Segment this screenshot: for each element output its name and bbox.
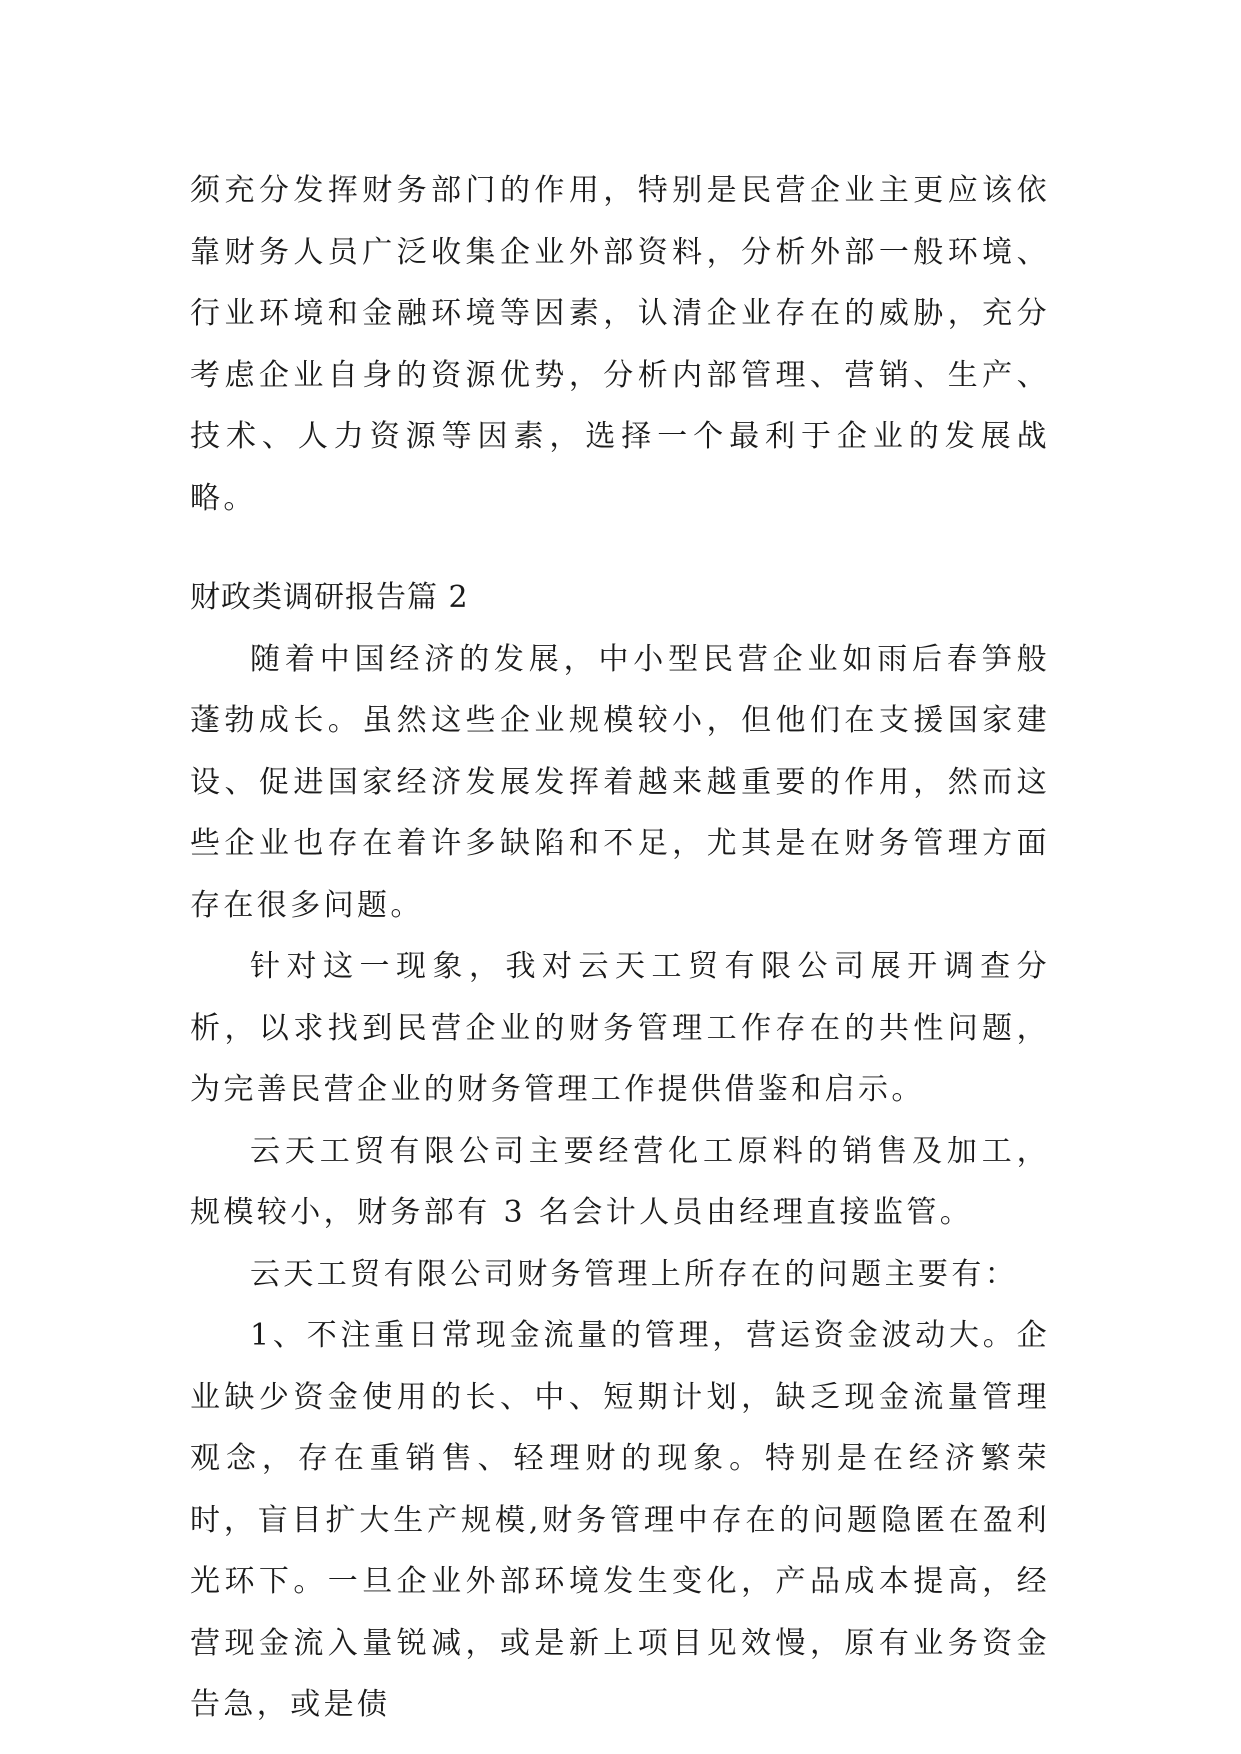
paragraph: 云天工贸有限公司主要经营化工原料的销售及加工，规模较小，财务部有 3 名会计人员由经理直接监管。	[190, 1133, 1050, 1230]
paragraph: 1、不注重日常现金流量的管理，营运资金波动大。企业缺少资金使用的长、中、短期计划，缺乏现金流量管理观念，存在重销售、轻理财的现象。特别是在经济繁荣时，盲目扩大生产规模,财务管理中存在的问题隐匿在盈利光环下。一旦企业外部环境发生变化，产品成本提高，经营现金流入量锐减，或是新上项目见效慢，原有业务资金告急，或是债	[190, 1318, 1050, 1722]
document-body	[190, 160, 1050, 1736]
paragraph: 针对这一现象，我对云天工贸有限公司展开调查分析，以求找到民营企业的财务管理工作存在的共性问题，为完善民营企业的财务管理工作提供借鉴和启示。	[190, 949, 1050, 1107]
paragraph: 云天工贸有限公司财务管理上所存在的问题主要有：	[250, 1256, 1019, 1292]
paragraph-continued: 须充分发挥财务部门的作用，特别是民营企业主更应该依靠财务人员广泛收集企业外部资料，分析外部一般环境、行业环境和金融环境等因素，认清企业存在的威胁，充分考虑企业自身的资源优势，分析内部管理、营销、生产、技术、人力资源等因素，选择一个最利于企业的发展战略。	[190, 173, 1050, 516]
section-title: 财政类调研报告篇 2	[190, 580, 469, 615]
paragraph: 随着中国经济的发展，中小型民营企业如雨后春笋般蓬勃成长。虽然这些企业规模较小，但他们在支援国家建设、促进国家经济发展发挥着越来越重要的作用，然而这些企业也存在着许多缺陷和不足，尤其是在财务管理方面存在很多问题。	[190, 641, 1050, 923]
